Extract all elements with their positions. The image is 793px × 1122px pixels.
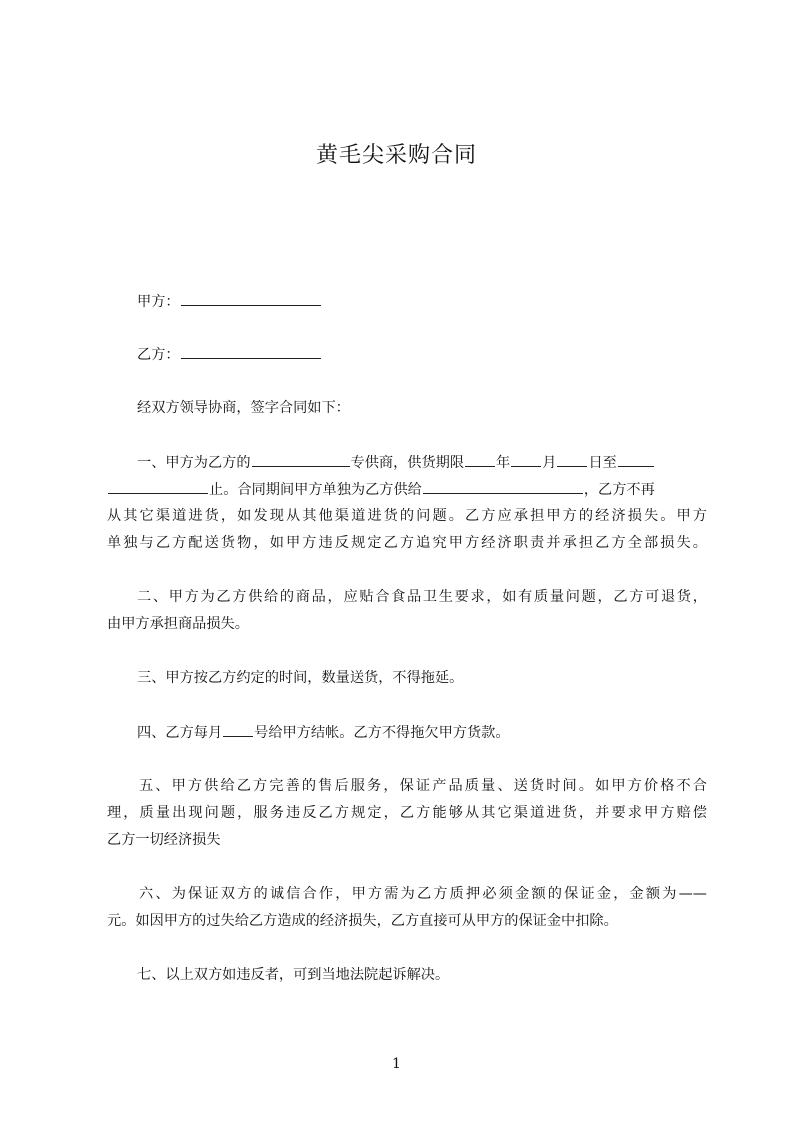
- clause-5-line-3: 乙方一切经济损失: [107, 832, 221, 848]
- clause-1-blank-end-a: [618, 452, 654, 467]
- clause-1-text-g: ，乙方不再: [583, 482, 655, 498]
- party-a-label: 甲方：: [137, 294, 180, 310]
- clause-5-line-1: 五、甲方供给乙方完善的售后服务，保证产品质量、送货时间。如甲方价格不合: [139, 778, 707, 794]
- clause-1-text-a: 一、甲方为乙方的: [137, 455, 251, 471]
- clause-1-line-3: 从其它渠道进货，如发现从其他渠道进货的问题。乙方应承担甲方的经济损失。甲方: [107, 508, 707, 524]
- clause-6-line-2: 元。如因甲方的过失给乙方造成的经济损失，乙方直接可从甲方的保证金中扣除。: [107, 913, 618, 929]
- clause-1-text-b: 专供商，供货期限: [350, 455, 465, 471]
- clause-1-text-d: 月: [542, 455, 557, 471]
- party-b-blank: [181, 344, 321, 359]
- clause-7-text: 七、以上双方如违反者，可到当地法院起诉解决。: [137, 967, 450, 983]
- party-b-label: 乙方：: [137, 347, 180, 363]
- clause-4-text-a: 四、乙方每月: [137, 725, 223, 741]
- clause-6-line-1: 六、为保证双方的诚信合作，甲方需为乙方质押必须金额的保证金，金额为——: [139, 886, 707, 902]
- clause-1-line-4: 单独与乙方配送货物，如甲方违反规定乙方追究甲方经济职责并承担乙方全部损失。: [107, 535, 707, 551]
- party-a-blank: [181, 291, 321, 306]
- clause-4-line: [107, 722, 737, 743]
- clause-1-text-c: 年: [496, 455, 511, 471]
- clause-2-line-1: 二、甲方为乙方供给的商品，应贴合食品卫生要求，如有质量问题，乙方可退货，: [137, 589, 707, 605]
- intro-text: 经双方领导协商，签字合同如下：: [137, 400, 350, 416]
- clause-1-blank-year: [465, 452, 495, 467]
- page-number: 1: [392, 1056, 401, 1072]
- clause-5-line-2: 理，质量出现问题，服务违反乙方规定，乙方能够从其它渠道进货，并要求甲方赔偿: [107, 805, 707, 821]
- clause-1-blank-end-b: [108, 479, 208, 494]
- clause-1-blank-day: [557, 452, 587, 467]
- clause-1-text-f: 止。合同期间甲方单独为乙方供给: [209, 482, 422, 498]
- clause-2-line-2: 由甲方承担商品损失。: [107, 616, 249, 632]
- clause-1-line-1: [107, 452, 737, 473]
- clause-3-text: 三、甲方按乙方约定的时间，数量送货，不得拖延。: [137, 670, 464, 686]
- clause-1-line-2: [107, 479, 707, 500]
- clause-1-blank-goods: [423, 479, 583, 494]
- clause-4-text-b: 号给甲方结帐。乙方不得拖欠甲方货款。: [254, 725, 510, 741]
- party-b-line: [107, 344, 737, 365]
- clause-1-blank-month: [511, 452, 541, 467]
- party-a-line: [107, 291, 737, 312]
- page-title: 黄毛尖采购合同: [315, 143, 477, 168]
- clause-4-blank-day: [223, 722, 253, 737]
- clause-1-blank-supplier: [252, 452, 350, 467]
- clause-1-text-e: 日至: [588, 455, 617, 471]
